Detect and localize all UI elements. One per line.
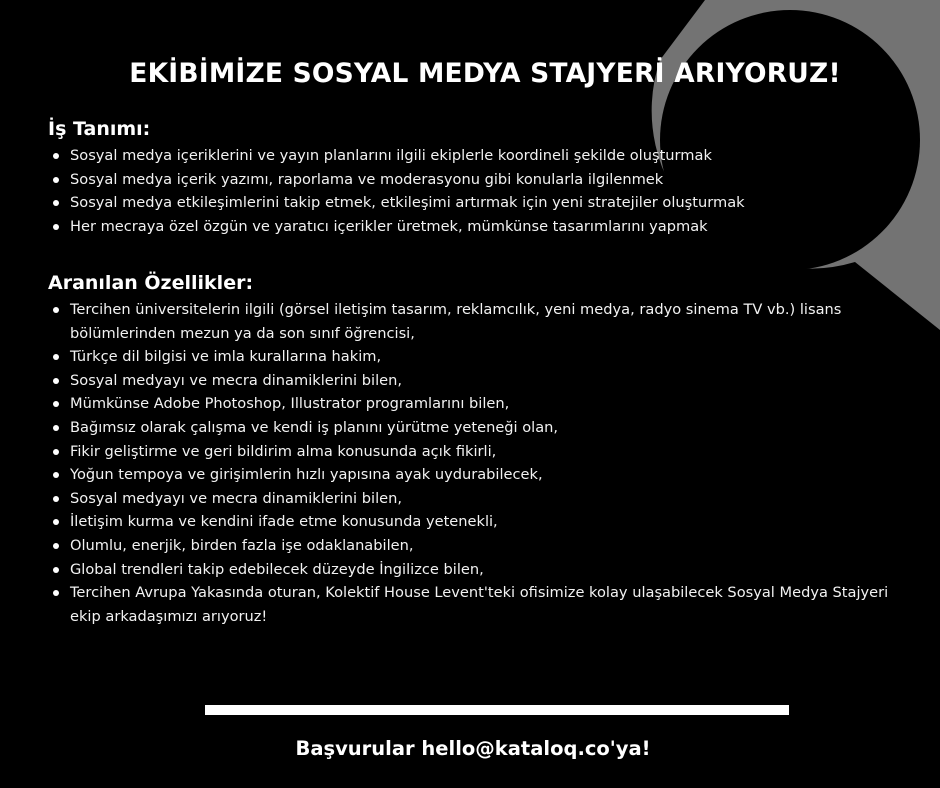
list-item: Olumlu, enerjik, birden fazla işe odaklanabilen, [48, 534, 918, 558]
bullet-icon [53, 401, 59, 407]
bullet-icon [53, 307, 59, 313]
list-item: İletişim kurma ve kendini ifade etme konusunda yetenekli, [48, 510, 918, 534]
list-item: Sosyal medya içerik yazımı, raporlama ve moderasyonu gibi konularla ilgilenmek [48, 168, 918, 192]
bullet-icon [53, 543, 59, 549]
list-item: Mümkünse Adobe Photoshop, Illustrator programlarını bilen, [48, 392, 918, 416]
job-description-heading: İş Tanımı: [48, 118, 151, 140]
list-item: Sosyal medya içeriklerini ve yayın planlarını ilgili ekiplerle koordineli şekilde oluşturmak [48, 144, 918, 168]
bullet-icon [53, 153, 59, 159]
list-item: Sosyal medyayı ve mecra dinamiklerini bilen, [48, 487, 918, 511]
bullet-icon [53, 354, 59, 360]
bullet-icon [53, 567, 59, 573]
list-item: Türkçe dil bilgisi ve imla kurallarına hakim, [48, 345, 918, 369]
bullet-icon [53, 200, 59, 206]
divider-bar [205, 705, 789, 715]
application-contact: Başvurular hello@kataloq.co'ya! [295, 737, 651, 760]
list-item: Yoğun tempoya ve girişimlerin hızlı yapısına ayak uydurabilecek, [48, 463, 918, 487]
requirements-list [48, 298, 918, 628]
list-item: Sosyal medyayı ve mecra dinamiklerini bilen, [48, 369, 918, 393]
list-item: Fikir geliştirme ve geri bildirim alma konusunda açık fikirli, [48, 440, 918, 464]
bullet-icon [53, 177, 59, 183]
bullet-icon [53, 472, 59, 478]
bullet-icon [53, 519, 59, 525]
list-item: Bağımsız olarak çalışma ve kendi iş planını yürütme yeteneği olan, [48, 416, 918, 440]
bullet-icon [53, 425, 59, 431]
list-item: Her mecraya özel özgün ve yaratıcı içerikler üretmek, mümkünse tasarımlarını yapmak [48, 215, 918, 239]
page-title: EKİBİMİZE SOSYAL MEDYA STAJYERİ ARIYORUZ! [129, 58, 841, 89]
job-description-list [48, 144, 918, 238]
bullet-icon [53, 496, 59, 502]
bullet-icon [53, 590, 59, 596]
list-item: Sosyal medya etkileşimlerini takip etmek, etkileşimi artırmak için yeni stratejiler oluşturmak [48, 191, 918, 215]
bullet-icon [53, 449, 59, 455]
list-item: Global trendleri takip edebilecek düzeyde İngilizce bilen, [48, 558, 918, 582]
list-item: Tercihen üniversitelerin ilgili (görsel iletişim tasarım, reklamcılık, yeni medya, radyo sinema TV vb.) lisans bölümlerinden mezun ya da son sınıf öğrencisi, [48, 298, 918, 345]
bullet-icon [53, 378, 59, 384]
list-item: Tercihen Avrupa Yakasında oturan, Kolektif House Levent'teki ofisimize kolay ulaşabilecek Sosyal Medya Stajyeri ekip arkadaşımızı arıyoruz! [48, 581, 918, 628]
bullet-icon [53, 224, 59, 230]
requirements-heading: Aranılan Özellikler: [48, 272, 254, 294]
